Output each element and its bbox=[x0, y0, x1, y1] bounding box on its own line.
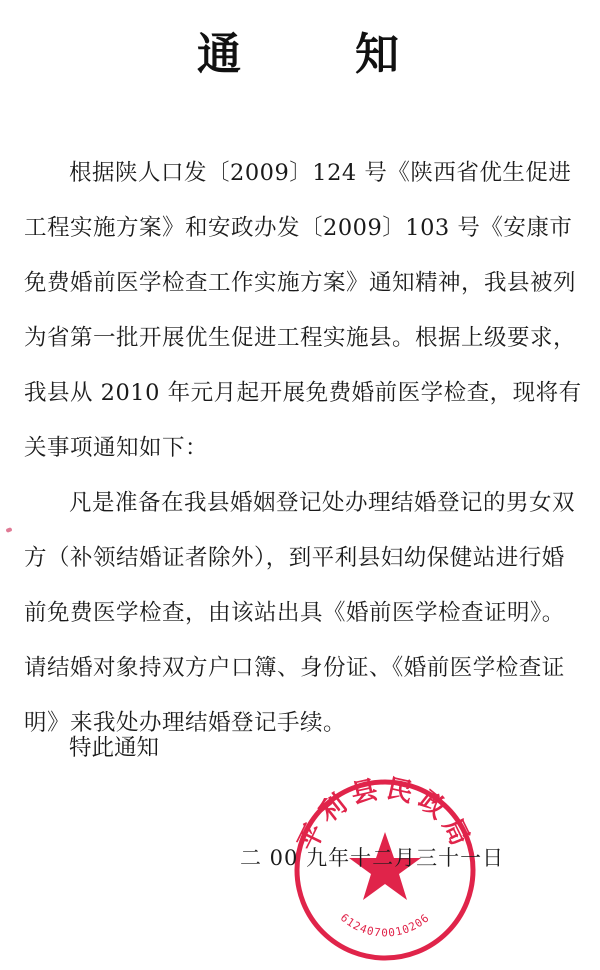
body-paragraph-1: 根据陕人口发〔2009〕124 号《陕西省优生促进工程实施方案》和安政办发〔2009〕103 号《安康市免费婚前医学检查工作实施方案》通知精神，我县被列为省第一批开展优生促进工程实施县。根据上级要求，我县从 2010 年元月起开展免费婚前医学检查，现将有关事项通知如下： bbox=[24, 160, 582, 461]
issue-date: 二 00 九年十二月三十一日 bbox=[240, 846, 505, 870]
seal-text: 平利县民政局 bbox=[292, 773, 478, 856]
document-title bbox=[0, 18, 600, 82]
closing-line: 特此通知 bbox=[69, 735, 160, 761]
body-paragraph-2: 凡是准备在我县婚姻登记处办理结婚登记的男女双方（补领结婚证者除外），到平利县妇幼保健站进行婚前免费医学检查，由该站出具《婚前医学检查证明》。请结婚对象持双方户口簿、身份证、《婚前医学检查证明》来我处办理结婚登记手续。 bbox=[24, 490, 576, 736]
title-char-left: 通 bbox=[197, 29, 245, 80]
title-char-right: 知 bbox=[355, 29, 403, 80]
seal-number: 6124070010206 bbox=[337, 911, 433, 940]
stray-ink-mark bbox=[5, 527, 12, 533]
